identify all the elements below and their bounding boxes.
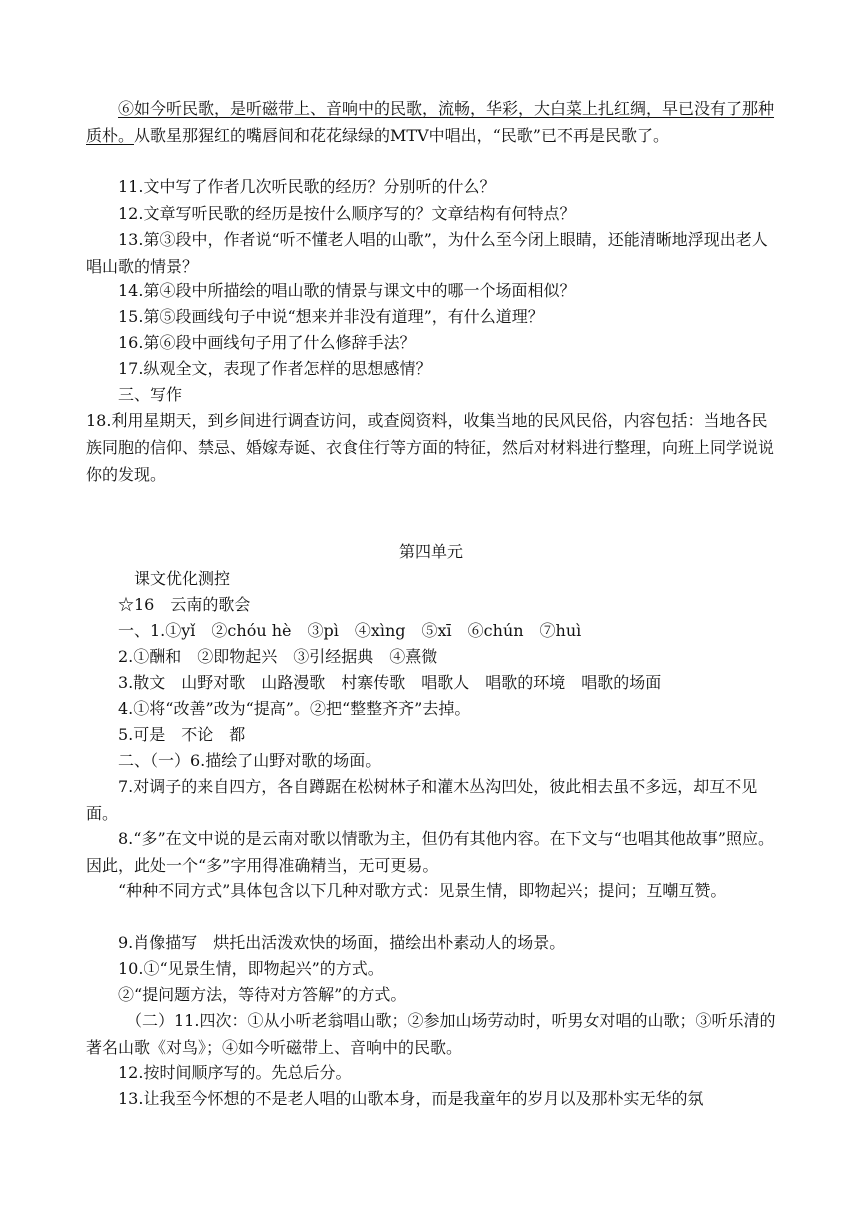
answer-10-cont: ②“提问题方法，等待对方答解”的方式。 (118, 985, 407, 1004)
underlined-sentence: ⑥如今听民歌，是听磁带上、音响中的民歌，流畅，华彩，大白菜上扎红绸，早已没有了那种质朴。 (86, 99, 775, 145)
question-14: 14.第④段中所描绘的唱山歌的情景与课文中的哪一个场面相似？ (118, 281, 576, 300)
answer-13: 13.让我至今怀想的不是老人唱的山歌本身，而是我童年的岁月以及那朴实无华的氛 (118, 1089, 704, 1108)
question-12: 12.文章写听民歌的经历是按什么顺序写的？文章结构有何特点？ (118, 204, 576, 223)
unit-title: 第四单元 (398, 542, 463, 561)
question-17: 17.纵观全文，表现了作者怎样的思想感情？ (118, 359, 432, 378)
answer-3: 3.散文 山野对歌 山路漫歌 村寨传歌 唱歌人 唱歌的环境 唱歌的场面 (118, 673, 662, 692)
answer-6: 二、（一）6.描绘了山野对歌的场面。 (118, 751, 382, 770)
question-18: 18.利用星期天，到乡间进行调查访问，或查阅资料，收集当地的民风民俗，内容包括：当地各民族同胞的信仰、禁忌、婚嫁寿诞、衣食住行等方面的特征，然后对材料进行整理，向班上同学说说你的发现。 (86, 411, 775, 484)
paragraph-6-rest: 从歌星那猩红的嘴唇间和花花绿绿的MTV中唱出，“民歌”已不再是民歌了。 (134, 126, 669, 145)
answer-2: 2.①酬和 ②即物起兴 ③引经据典 ④熹微 (118, 647, 438, 666)
question-13: 13.第③段中，作者说“听不懂老人唱的山歌”，为什么至今闭上眼睛，还能清晰地浮现出老人唱山歌的情景？ (86, 230, 768, 276)
answer-7: 7.对调子的来自四方，各自蹲踞在松树林子和灌木丛沟凹处，彼此相去虽不多远，却互不见面。 (86, 777, 758, 823)
question-16: 16.第⑥段中画线句子用了什么修辞手法？ (118, 333, 416, 352)
answer-5: 5.可是 不论 都 (118, 725, 246, 744)
lesson-title: ☆16 云南的歌会 (118, 595, 251, 614)
paragraph-6 (86, 95, 776, 149)
section-subtitle: 课文优化测控 (134, 569, 231, 588)
question-11: 11.文中写了作者几次听民歌的经历？分别听的什么？ (118, 177, 496, 196)
question-15: 15.第⑤段画线句子中说“想来并非没有道理”，有什么道理？ (118, 307, 544, 326)
answer-8: 8.“多”在文中说的是云南对歌以情歌为主，但仍有其他内容。在下文与“也唱其他故事”照应。因此，此处一个“多”字用得准确精当，无可更易。 (86, 829, 774, 875)
section-writing-heading: 三、写作 (118, 385, 183, 404)
answer-12: 12.按时间顺序写的。先总后分。 (118, 1063, 352, 1082)
answer-11: （二）11.四次：①从小听老翁唱山歌；②参加山场劳动时，听男女对唱的山歌；③听乐清的著名山歌《对鸟》；④如今听磁带上、音响中的民歌。 (86, 1011, 776, 1057)
answer-10: 10.①“见景生情，即物起兴”的方式。 (118, 959, 384, 978)
answer-9: 9.肖像描写 烘托出活泼欢快的场面，描绘出朴素动人的场景。 (118, 933, 566, 952)
answer-1-pinyin: 一、1.①yǐ ②chóu hè ③pì ④xìng ⑤xī ⑥chún ⑦huì (118, 621, 582, 640)
answer-4: 4.①将“改善”改为“提高”。②把“整整齐齐”去掉。 (118, 699, 471, 718)
answer-8-cont: “种种不同方式”具体包含以下几种对歌方式：见景生情，即物起兴；提问；互嘲互赞。 (118, 881, 727, 900)
